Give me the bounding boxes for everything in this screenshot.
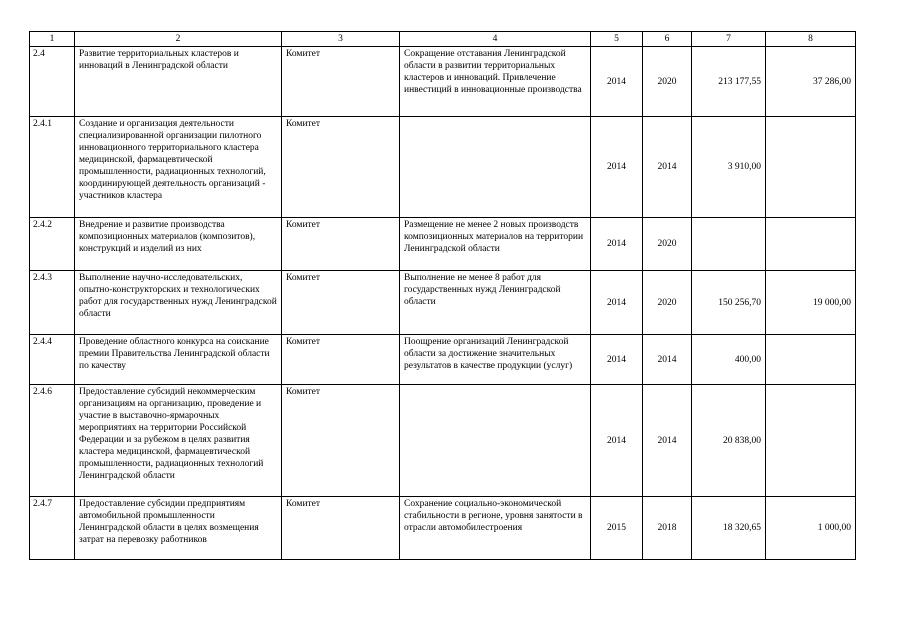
total-amount [692, 218, 766, 271]
expected-result [400, 117, 591, 218]
executor: Комитет [282, 497, 400, 560]
header-cell: 3 [282, 32, 400, 47]
end-year: 2020 [643, 47, 692, 117]
end-year: 2014 [643, 385, 692, 497]
extra-amount: 37 286,00 [766, 47, 856, 117]
extra-amount [766, 218, 856, 271]
row-number: 2.4 [30, 47, 75, 117]
total-amount: 213 177,55 [692, 47, 766, 117]
measure-name: Проведение областного конкурса на соискание премии Правительства Ленинградской области по качеству [75, 335, 282, 385]
expected-result: Выполнение не менее 8 работ для государственных нужд Ленинградской области [400, 271, 591, 335]
start-year: 2015 [591, 497, 643, 560]
extra-amount [766, 117, 856, 218]
executor: Комитет [282, 47, 400, 117]
table-row [30, 385, 856, 497]
end-year: 2018 [643, 497, 692, 560]
end-year: 2020 [643, 218, 692, 271]
start-year: 2014 [591, 47, 643, 117]
header-cell: 1 [30, 32, 75, 47]
row-number: 2.4.7 [30, 497, 75, 560]
executor: Комитет [282, 335, 400, 385]
measure-name: Развитие территориальных кластеров и инноваций в Ленинградской области [75, 47, 282, 117]
row-number: 2.4.1 [30, 117, 75, 218]
extra-amount [766, 385, 856, 497]
executor: Комитет [282, 385, 400, 497]
total-amount: 400,00 [692, 335, 766, 385]
table-row [30, 335, 856, 385]
total-amount: 150 256,70 [692, 271, 766, 335]
header-cell: 2 [75, 32, 282, 47]
measure-name: Создание и организация деятельности специализированной организации пилотного инновационного территориального кластера медицинской, фармацевтической промышленности, радиационных технологий, координирующей деятельность организаций - участников кластера [75, 117, 282, 218]
end-year: 2020 [643, 271, 692, 335]
extra-amount [766, 335, 856, 385]
start-year: 2014 [591, 218, 643, 271]
header-cell: 6 [643, 32, 692, 47]
header-cell: 4 [400, 32, 591, 47]
extra-amount: 1 000,00 [766, 497, 856, 560]
expected-result: Поощрение организаций Ленинградской области за достижение значительных результатов в качестве продукции (услуг) [400, 335, 591, 385]
header-row [30, 32, 856, 47]
header-cell: 7 [692, 32, 766, 47]
expected-result: Сохранение социально-экономической стабильности в регионе, уровня занятости в отрасли автомобилестроения [400, 497, 591, 560]
extra-amount: 19 000,00 [766, 271, 856, 335]
end-year: 2014 [643, 335, 692, 385]
table-row [30, 218, 856, 271]
total-amount: 20 838,00 [692, 385, 766, 497]
table-row [30, 497, 856, 560]
start-year: 2014 [591, 385, 643, 497]
program-table [29, 31, 856, 560]
measure-name: Выполнение научно-исследовательских, опытно-конструкторских и технологических работ для государственных нужд Ленинградской области [75, 271, 282, 335]
executor: Комитет [282, 117, 400, 218]
header-cell: 5 [591, 32, 643, 47]
expected-result: Размещение не менее 2 новых производств композиционных материалов на территории Ленинградской области [400, 218, 591, 271]
table-row [30, 47, 856, 117]
end-year: 2014 [643, 117, 692, 218]
header-cell: 8 [766, 32, 856, 47]
table-row [30, 271, 856, 335]
total-amount: 3 910,00 [692, 117, 766, 218]
executor: Комитет [282, 218, 400, 271]
executor: Комитет [282, 271, 400, 335]
row-number: 2.4.3 [30, 271, 75, 335]
row-number: 2.4.6 [30, 385, 75, 497]
measure-name: Внедрение и развитие производства композиционных материалов (композитов), конструкций и изделий из них [75, 218, 282, 271]
row-number: 2.4.2 [30, 218, 75, 271]
total-amount: 18 320,65 [692, 497, 766, 560]
expected-result: Сокращение отставания Ленинградской области в развитии территориальных кластеров и инноваций. Привлечение инвестиций в инновационные производства [400, 47, 591, 117]
row-number: 2.4.4 [30, 335, 75, 385]
measure-name: Предоставление субсидии предприятиям автомобильной промышленности Ленинградской области в целях возмещения затрат на перевозку работников [75, 497, 282, 560]
measure-name: Предоставление субсидий некоммерческим организациям на организацию, проведение и участие в выставочно-ярмарочных мероприятиях на территории Российской Федерации и за рубежом в целях развития кластера медицинской, фармацевтической промышленности, радиационных технологий Ленинградской области [75, 385, 282, 497]
start-year: 2014 [591, 271, 643, 335]
table-row [30, 117, 856, 218]
start-year: 2014 [591, 117, 643, 218]
start-year: 2014 [591, 335, 643, 385]
expected-result [400, 385, 591, 497]
